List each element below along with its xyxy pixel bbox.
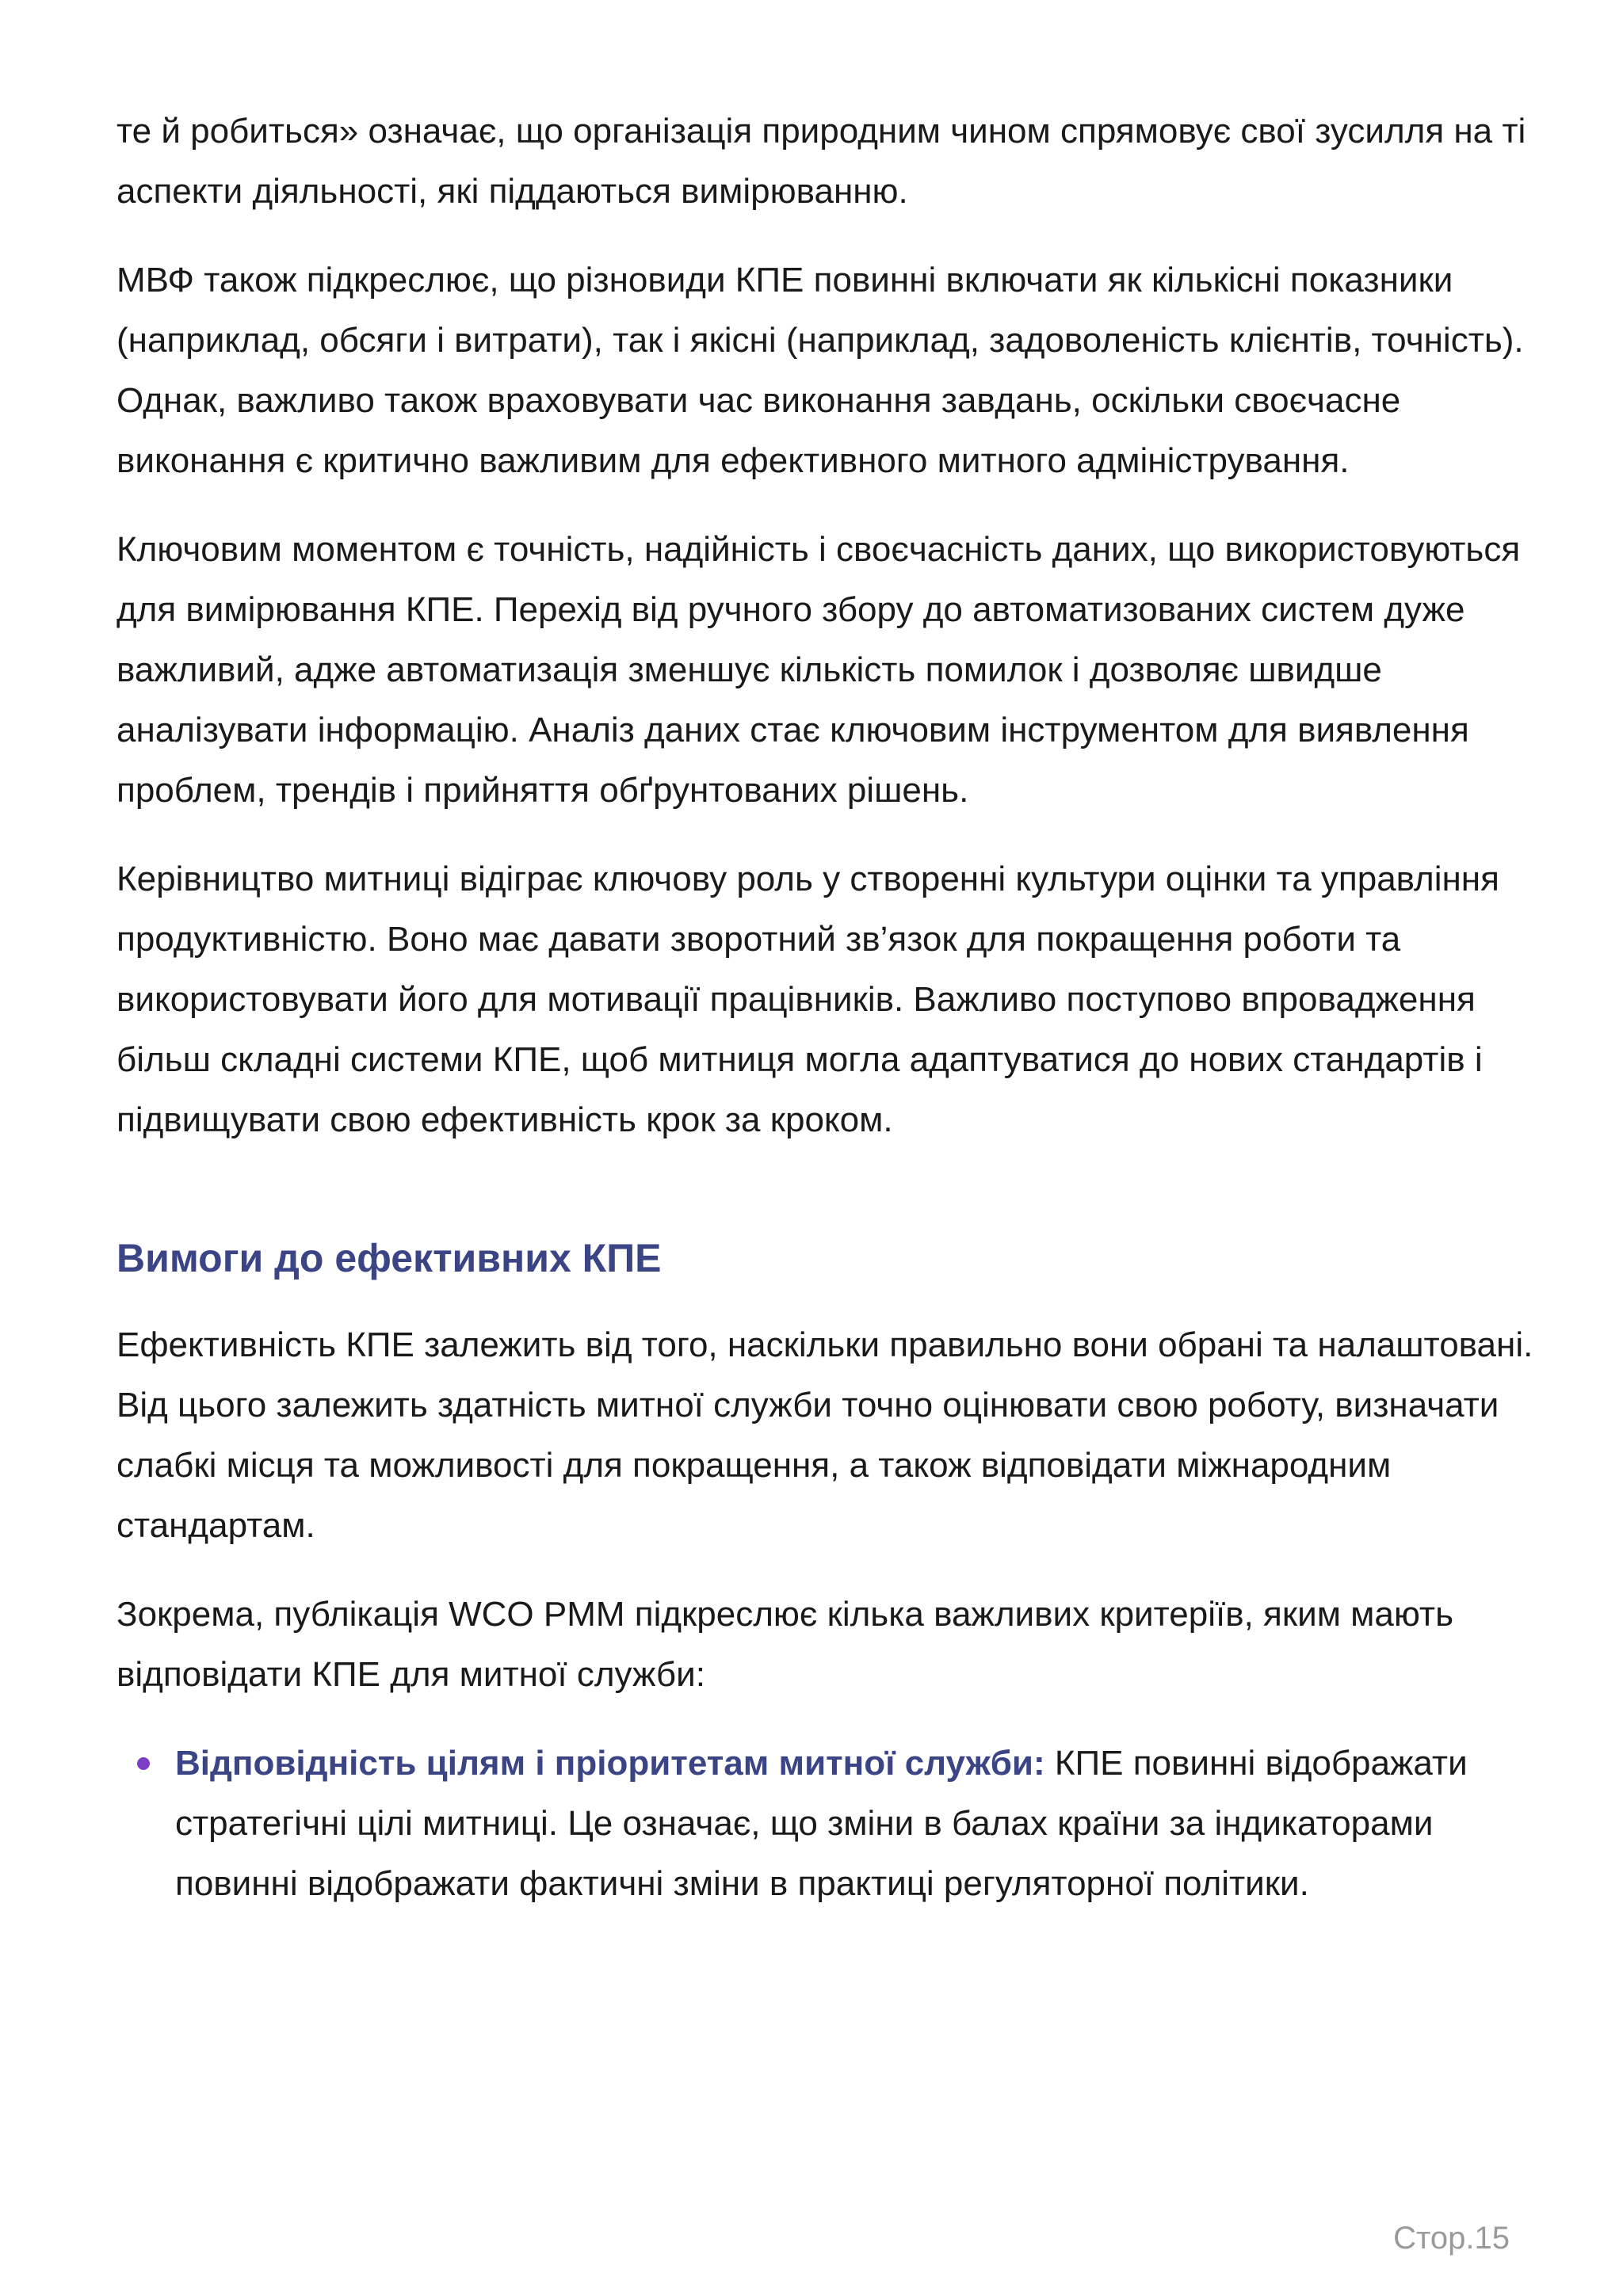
document-page	[116, 101, 1551, 1914]
paragraph-continuation: те й робиться» означає, що організація природним чином спрямовує свої зусилля на ті аспекти діяльності, які піддаються вимірюванню.	[116, 112, 1526, 211]
paragraph-imf-kpi-types: МВФ також підкреслює, що різновиди КПЕ повинні включати як кількісні показники (наприклад, обсяги і витрати), так і якісні (наприклад, задоволеність клієнтів, точність). Однак, важливо також враховувати час виконання завдань, оскільки своєчасне виконання є критично важливим для ефективного митного адміністрування.	[116, 261, 1524, 480]
criterion-text: КПЕ повинні відображати стратегічні цілі митниці. Це означає, що зміни в балах країни за індикаторами повинні відображати фактичні зміни в практиці регуляторної політики.	[175, 1744, 1468, 1903]
paragraph-wco-pmm-criteria: Зокрема, публікація WCO PMM підкреслює кілька важливих критеріїв, яким мають відповідати КПЕ для митної служби:	[116, 1595, 1453, 1694]
criterion-term: Відповідність цілям і пріоритетам митної служби:	[175, 1744, 1045, 1783]
paragraph-data-accuracy: Ключовим моментом є точність, надійність і своєчасність даних, що використовуються для вимірювання КПЕ. Перехід від ручного збору до автоматизованих систем дуже важливий, адже автоматизація зменшує кількість помилок і дозволяє швидше аналізувати інформацію. Аналіз даних стає ключовим інструментом для виявлення проблем, трендів і прийняття обґрунтованих рішень.	[116, 530, 1521, 810]
section-heading: Вимоги до ефективних КПЕ	[116, 1236, 662, 1280]
bullet-dot-icon	[137, 1757, 150, 1770]
paragraph-kpi-effectiveness: Ефективність КПЕ залежить від того, наскільки правильно вони обрані та налаштовані. Від цього залежить здатність митної служби точно оцінювати свою роботу, визначати слабкі місця та можливості для покращення, а також відповідати міжнародним стандартам.	[116, 1325, 1533, 1545]
paragraph-leadership: Керівництво митниці відіграє ключову роль у створенні культури оцінки та управління продуктивністю. Воно має давати зворотний зв’язок для покращення роботи та використовувати його для мотивації працівників. Важливо поступово впровадження більш складні системи КПЕ, щоб митниця могла адаптуватися до нових стандартів і підвищувати свою ефективність крок за кроком.	[116, 860, 1499, 1139]
page-number: Стор.15	[1393, 2221, 1510, 2256]
list-item	[175, 1733, 1551, 1914]
criteria-list	[116, 1733, 1551, 1914]
